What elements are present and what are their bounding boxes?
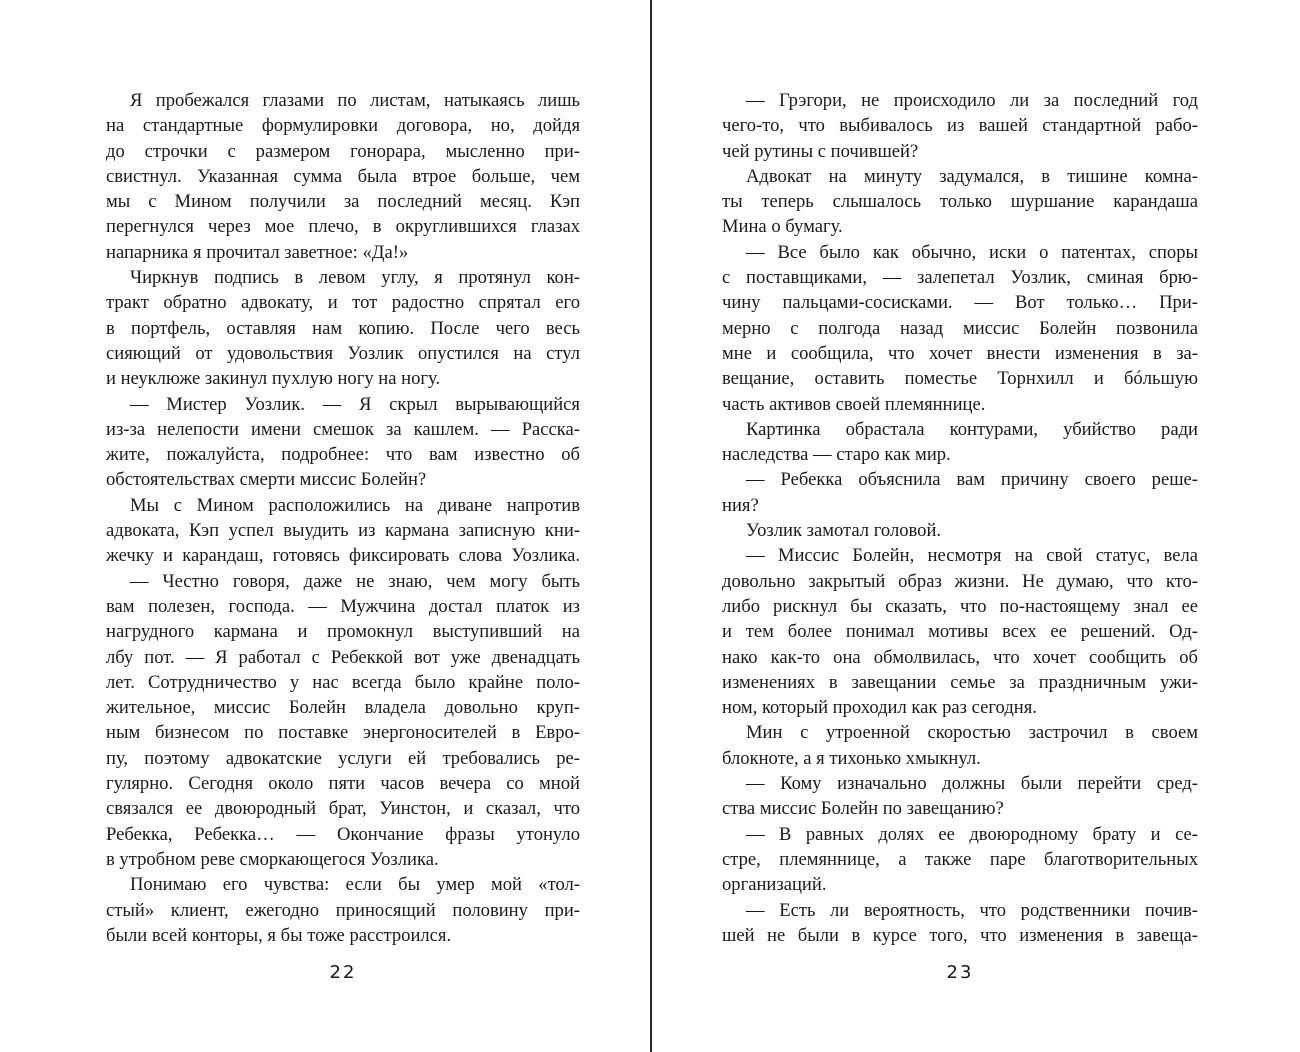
text-line: — Кому изначально должны были перейти сред- <box>746 773 1198 795</box>
text-line: с поставщиками, — залепетал Уозлик, сминая брю- <box>722 267 1198 289</box>
text-line: и тем более понимал мотивы всех ее решений. Од- <box>722 621 1198 643</box>
text-line: ным бизнесом по поставке энергоносителей в Евро- <box>106 722 580 744</box>
text-line: стре, племяннице, а также паре благотворительных <box>722 848 1198 870</box>
text-line: в утробном реве сморкающегося Уозлика. <box>106 848 439 870</box>
text-line: в портфель, оставляя нам копию. После чего весь <box>106 317 580 339</box>
text-line: лет. Сотрудничество у нас всегда было крайне поло- <box>106 671 580 693</box>
text-line: — Честно говоря, даже не знаю, чем могу быть <box>130 570 580 592</box>
text-line: чей рутины с почившей? <box>722 140 919 162</box>
text-line: адвоката, Кэп успел выудить из кармана записную кни- <box>106 520 580 542</box>
text-line: Картинка обрастала контурами, убийство ради <box>746 418 1198 440</box>
text-line: — Миссис Болейн, несмотря на свой статус, вела <box>746 545 1198 567</box>
text-line: связался ее двоюродный брат, Уинстон, и сказал, что <box>106 798 580 820</box>
text-line: — Все было как обычно, иски о патентах, споры <box>746 241 1198 263</box>
text-line: Уозлик замотал головой. <box>746 520 942 542</box>
text-line: организаций. <box>722 874 827 896</box>
text-line: Адвокат на минуту задумался, в тишине комна- <box>746 165 1198 187</box>
text-line: Я пробежался глазами по листам, натыкаясь лишь <box>130 90 580 111</box>
text-line: жите, пожалуйста, подробнее: что вам известно об <box>106 444 580 466</box>
text-line: вещание, оставить поместье Торнхилл и бóльшую <box>722 368 1198 390</box>
text-line: напарника я прочитал заветное: «Да!» <box>106 241 409 263</box>
text-line: либо рискнул бы сказать, что по-настоящему знал ее <box>722 595 1198 617</box>
text-line: обстоятельствах смерти миссис Болейн? <box>106 469 427 491</box>
text-line: вам полезен, господа. — Мужчина достал платок из <box>106 595 580 617</box>
text-line: часть активов своей племяннице. <box>722 393 986 415</box>
text-line: лбу пот. — Я работал с Ребеккой вот уже двенадцать <box>106 646 580 668</box>
text-line: были всей конторы, я бы тоже расстроился. <box>106 924 452 946</box>
text-line: мне и сообщила, что хочет внести изменения в за- <box>722 342 1198 364</box>
text-line: ства миссис Болейн по завещанию? <box>722 798 1004 820</box>
text-line: гулярно. Сегодня около пяти часов вечера со мной <box>106 773 580 795</box>
text-line: ты теперь слышалось только шуршание карандаша <box>722 191 1198 213</box>
text-line: Чиркнув подпись в левом углу, я протянул кон- <box>130 267 580 289</box>
text-line: Понимаю его чувства: если бы умер мой «тол- <box>130 874 580 896</box>
text-line: мерно с полгода назад миссис Болейн позвонила <box>722 317 1198 339</box>
text-line: Мин с утроенной скоростью застрочил в своем <box>746 722 1198 744</box>
text-line: — Есть ли вероятность, что родственники почив- <box>746 899 1198 921</box>
text-line: перегнулся через мое плечо, в округлившихся глазах <box>106 216 580 238</box>
text-line: наследства — старо как мир. <box>722 444 951 466</box>
text-line: чего-то, что выбивалось из вашей стандартной рабо- <box>722 115 1198 137</box>
text-line: жительное, миссис Болейн владела довольно круп- <box>106 697 580 719</box>
text-line: блокноте, а я тихонько хмыкнул. <box>722 747 981 769</box>
left-page-text <box>106 88 580 950</box>
text-line: на стандартные формулировки договора, но, дойдя <box>106 115 580 137</box>
text-line: нагрудного кармана и промокнул выступивший на <box>106 621 580 643</box>
text-line: — Мистер Уозлик. — Я скрыл вырывающийся <box>130 393 580 415</box>
text-line: — В равных долях ее двоюродному брату и се- <box>746 823 1198 845</box>
text-line: довольно закрытый образ жизни. Не думаю, что кто- <box>722 570 1198 592</box>
text-line: Мы с Мином расположились на диване напротив <box>130 494 580 516</box>
text-line: и неуклюже закинул пухлую ногу на ногу. <box>106 368 441 390</box>
text-line: Ребекка, Ребекка… — Окончание фразы утонуло <box>106 823 580 845</box>
right-page-text <box>722 88 1198 950</box>
text-line: тракт обратно адвокату, и тот радостно спрятал его <box>106 292 580 314</box>
text-line: чину пальцами-сосисками. — Вот только… При- <box>722 292 1198 314</box>
text-line: сияющий от удовольствия Уозлик опустился на стул <box>106 342 580 364</box>
text-line: шей не были в курсе того, что изменения в завеща- <box>722 924 1198 946</box>
text-line: стый» клиент, ежегодно приносящий половину при- <box>106 899 580 921</box>
text-line: до строчки с размером гонорара, мысленно при- <box>106 140 580 162</box>
text-line: из-за нелепости имени смешок за кашлем. — Расска- <box>106 418 580 440</box>
text-line: Мина о бумагу. <box>722 216 843 238</box>
text-line: пу, поэтому адвокатские услуги ей требовались ре- <box>106 747 580 769</box>
text-line: свистнул. Указанная сумма была втрое больше, чем <box>106 165 580 187</box>
text-line: изменениях в завещании семье за праздничным ужи- <box>722 671 1198 693</box>
text-line: — Ребекка объяснила вам причину своего реше- <box>746 469 1198 491</box>
text-line: жечку и карандаш, готовясь фиксировать слова Уозлика. <box>106 545 580 567</box>
text-line: ном, который проходил как раз сегодня. <box>722 697 1037 719</box>
text-line: мы с Мином получили за последний месяц. Кэп <box>106 191 580 213</box>
left-page <box>106 88 580 983</box>
right-page <box>722 88 1198 983</box>
gutter-divider <box>650 0 652 1052</box>
right-page-number: 23 <box>946 962 974 983</box>
text-line: нако как-то она обмолвилась, что хочет сообщить об <box>722 646 1198 668</box>
left-page-number: 22 <box>329 962 357 983</box>
text-line: — Грэгори, не происходило ли за последний год <box>746 90 1198 111</box>
text-line: ния? <box>722 494 759 516</box>
